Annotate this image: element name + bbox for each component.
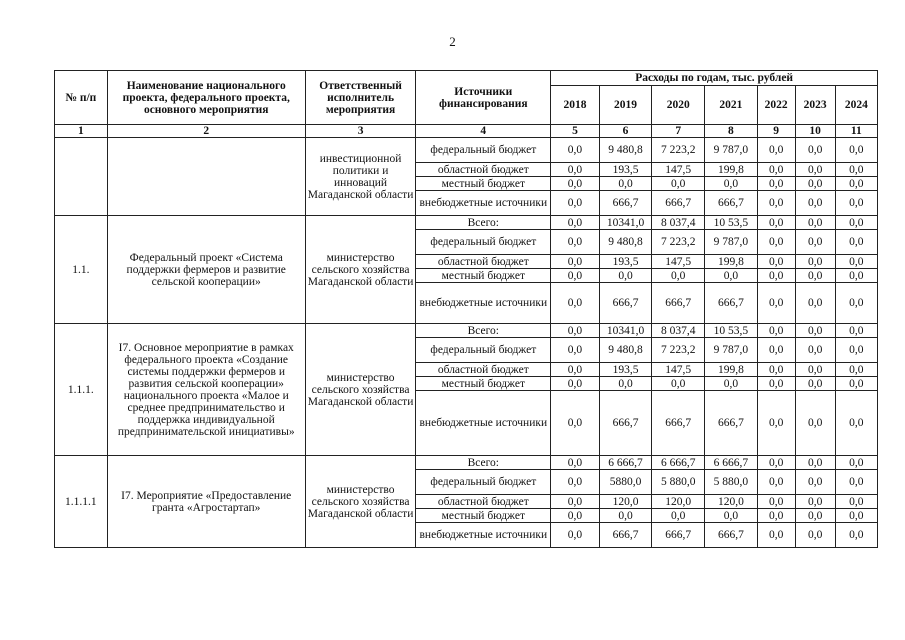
row-number: 1.1.1.1 <box>55 456 108 548</box>
row-value: 199,8 <box>705 363 758 377</box>
row-value: 0,0 <box>795 163 835 177</box>
row-value: 0,0 <box>757 216 795 230</box>
row-value: 0,0 <box>551 456 599 470</box>
row-value: 0,0 <box>835 191 877 216</box>
header-name: Наименование национального проекта, федерального проекта, основного мероприятия <box>107 71 305 125</box>
column-number: 8 <box>705 125 758 138</box>
row-value: 0,0 <box>599 509 652 523</box>
row-source: местный бюджет <box>416 509 551 523</box>
header-number: № п/п <box>55 71 108 125</box>
row-value: 0,0 <box>835 138 877 163</box>
row-value: 0,0 <box>795 391 835 456</box>
row-value: 5 880,0 <box>652 470 705 495</box>
row-value: 8 037,4 <box>652 216 705 230</box>
row-value: 0,0 <box>551 216 599 230</box>
column-number: 1 <box>55 125 108 138</box>
row-value: 0,0 <box>551 269 599 283</box>
row-value: 0,0 <box>757 269 795 283</box>
column-number: 2 <box>107 125 305 138</box>
row-source: областной бюджет <box>416 495 551 509</box>
row-value: 0,0 <box>551 509 599 523</box>
row-value: 666,7 <box>599 191 652 216</box>
row-value: 193,5 <box>599 255 652 269</box>
row-value: 0,0 <box>551 138 599 163</box>
row-value: 0,0 <box>835 363 877 377</box>
row-value: 9 480,8 <box>599 338 652 363</box>
row-value: 0,0 <box>835 391 877 456</box>
row-value: 0,0 <box>551 377 599 391</box>
row-value: 0,0 <box>705 177 758 191</box>
row-name: I7. Мероприятие «Предоставление гранта «Агростартап» <box>107 456 305 548</box>
row-value: 0,0 <box>599 377 652 391</box>
row-value: 0,0 <box>757 391 795 456</box>
row-value: 0,0 <box>795 230 835 255</box>
row-value: 0,0 <box>551 523 599 548</box>
row-value: 0,0 <box>757 324 795 338</box>
row-value: 0,0 <box>835 324 877 338</box>
budget-table <box>54 70 878 548</box>
row-value: 0,0 <box>795 495 835 509</box>
row-executor: инвестиционной политики и инноваций Магаданской области <box>305 138 416 216</box>
row-value: 10341,0 <box>599 216 652 230</box>
row-value: 0,0 <box>795 363 835 377</box>
row-value: 666,7 <box>599 283 652 324</box>
row-value: 0,0 <box>757 163 795 177</box>
row-value: 0,0 <box>757 509 795 523</box>
row-value: 0,0 <box>551 470 599 495</box>
row-value: 0,0 <box>705 509 758 523</box>
row-value: 193,5 <box>599 363 652 377</box>
column-number: 11 <box>835 125 877 138</box>
row-executor: министерство сельского хозяйства Магаданской области <box>305 216 416 324</box>
row-source: внебюджетные источники <box>416 391 551 456</box>
row-value: 0,0 <box>835 177 877 191</box>
row-value: 0,0 <box>551 230 599 255</box>
row-value: 666,7 <box>705 191 758 216</box>
row-value: 0,0 <box>551 363 599 377</box>
row-value: 0,0 <box>795 283 835 324</box>
row-value: 6 666,7 <box>652 456 705 470</box>
row-value: 147,5 <box>652 363 705 377</box>
row-source: федеральный бюджет <box>416 470 551 495</box>
row-value: 0,0 <box>835 509 877 523</box>
row-value: 0,0 <box>795 338 835 363</box>
row-value: 120,0 <box>599 495 652 509</box>
row-executor: министерство сельского хозяйства Магаданской области <box>305 456 416 548</box>
row-value: 120,0 <box>652 495 705 509</box>
row-value: 0,0 <box>835 495 877 509</box>
row-value: 0,0 <box>795 509 835 523</box>
column-number: 6 <box>599 125 652 138</box>
row-value: 10 53,5 <box>705 216 758 230</box>
row-source: внебюджетные источники <box>416 523 551 548</box>
row-name: Федеральный проект «Система поддержки фермеров и развитие сельской кооперации» <box>107 216 305 324</box>
row-value: 666,7 <box>652 283 705 324</box>
row-value: 10341,0 <box>599 324 652 338</box>
column-number: 7 <box>652 125 705 138</box>
row-number-cell <box>55 138 108 216</box>
row-source: внебюджетные источники <box>416 283 551 324</box>
row-source: областной бюджет <box>416 255 551 269</box>
row-value: 0,0 <box>795 456 835 470</box>
table-row <box>55 138 878 163</box>
row-value: 0,0 <box>835 456 877 470</box>
row-value: 0,0 <box>835 163 877 177</box>
row-value: 120,0 <box>705 495 758 509</box>
row-value: 0,0 <box>795 216 835 230</box>
row-value: 0,0 <box>795 470 835 495</box>
row-value: 9 787,0 <box>705 138 758 163</box>
row-value: 0,0 <box>551 391 599 456</box>
row-value: 0,0 <box>795 377 835 391</box>
row-value: 0,0 <box>551 324 599 338</box>
row-source: областной бюджет <box>416 163 551 177</box>
row-value: 0,0 <box>757 191 795 216</box>
row-source: местный бюджет <box>416 377 551 391</box>
row-value: 0,0 <box>757 255 795 269</box>
row-value: 10 53,5 <box>705 324 758 338</box>
row-value: 666,7 <box>705 283 758 324</box>
row-value: 666,7 <box>652 191 705 216</box>
row-value: 7 223,2 <box>652 230 705 255</box>
column-number: 4 <box>416 125 551 138</box>
row-value: 0,0 <box>757 363 795 377</box>
row-value: 0,0 <box>757 283 795 324</box>
header-executor: Ответственный исполнитель мероприятия <box>305 71 416 125</box>
row-value: 666,7 <box>652 391 705 456</box>
row-value: 0,0 <box>652 177 705 191</box>
row-value: 666,7 <box>705 391 758 456</box>
row-value: 0,0 <box>705 377 758 391</box>
header-expenses: Расходы по годам, тыс. рублей <box>551 71 878 86</box>
row-value: 0,0 <box>757 523 795 548</box>
page-number: 2 <box>449 34 456 49</box>
row-value: 0,0 <box>795 523 835 548</box>
row-value: 0,0 <box>757 177 795 191</box>
row-source: местный бюджет <box>416 269 551 283</box>
row-value: 0,0 <box>599 177 652 191</box>
row-value: 0,0 <box>551 283 599 324</box>
row-value: 0,0 <box>835 255 877 269</box>
row-value: 0,0 <box>551 495 599 509</box>
row-value: 8 037,4 <box>652 324 705 338</box>
row-value: 0,0 <box>795 177 835 191</box>
row-number: 1.1.1. <box>55 324 108 456</box>
row-value: 0,0 <box>835 269 877 283</box>
row-source: внебюджетные источники <box>416 191 551 216</box>
row-value: 0,0 <box>551 255 599 269</box>
row-value: 666,7 <box>705 523 758 548</box>
row-executor: министерство сельского хозяйства Магаданской области <box>305 324 416 456</box>
year-header: 2023 <box>795 86 835 125</box>
row-value: 0,0 <box>551 338 599 363</box>
row-source: местный бюджет <box>416 177 551 191</box>
row-value: 9 480,8 <box>599 138 652 163</box>
row-value: 0,0 <box>795 191 835 216</box>
row-value: 0,0 <box>551 177 599 191</box>
row-value: 0,0 <box>757 338 795 363</box>
row-value: 0,0 <box>757 456 795 470</box>
row-value: 0,0 <box>652 509 705 523</box>
row-value: 0,0 <box>757 495 795 509</box>
row-value: 0,0 <box>835 377 877 391</box>
row-source: федеральный бюджет <box>416 230 551 255</box>
row-value: 0,0 <box>757 470 795 495</box>
column-numbers-row <box>55 125 878 138</box>
row-value: 0,0 <box>835 216 877 230</box>
row-value: 5 880,0 <box>705 470 758 495</box>
row-value: 0,0 <box>835 230 877 255</box>
row-value: 147,5 <box>652 163 705 177</box>
row-value: 666,7 <box>652 523 705 548</box>
row-value: 0,0 <box>835 470 877 495</box>
row-source: федеральный бюджет <box>416 338 551 363</box>
row-value: 0,0 <box>551 163 599 177</box>
year-header: 2021 <box>705 86 758 125</box>
row-value: 0,0 <box>757 138 795 163</box>
row-source: федеральный бюджет <box>416 138 551 163</box>
header-row <box>55 71 878 86</box>
year-header: 2024 <box>835 86 877 125</box>
row-source: Всего: <box>416 216 551 230</box>
row-value: 0,0 <box>757 377 795 391</box>
row-value: 193,5 <box>599 163 652 177</box>
row-value: 0,0 <box>795 138 835 163</box>
row-value: 0,0 <box>795 255 835 269</box>
column-number: 5 <box>551 125 599 138</box>
row-value: 9 480,8 <box>599 230 652 255</box>
row-source: Всего: <box>416 456 551 470</box>
row-name-cell <box>107 138 305 216</box>
row-value: 0,0 <box>705 269 758 283</box>
row-value: 0,0 <box>652 377 705 391</box>
header-source: Источники финансирования <box>416 71 551 125</box>
row-value: 0,0 <box>795 269 835 283</box>
row-source: Всего: <box>416 324 551 338</box>
row-value: 147,5 <box>652 255 705 269</box>
table-row <box>55 456 878 470</box>
row-value: 0,0 <box>551 191 599 216</box>
row-value: 0,0 <box>835 338 877 363</box>
row-value: 0,0 <box>795 324 835 338</box>
row-value: 7 223,2 <box>652 338 705 363</box>
row-value: 0,0 <box>652 269 705 283</box>
row-value: 666,7 <box>599 391 652 456</box>
year-header: 2022 <box>757 86 795 125</box>
row-value: 7 223,2 <box>652 138 705 163</box>
row-name: I7. Основное мероприятие в рамках федерального проекта «Создание системы поддержки фермеров и развития сельской кооперации» национального проекта «Малое и среднее предпринимательство и поддержка индивидуальной предпринимательской инициативы» <box>107 324 305 456</box>
row-value: 9 787,0 <box>705 230 758 255</box>
row-value: 6 666,7 <box>705 456 758 470</box>
row-value: 5880,0 <box>599 470 652 495</box>
row-value: 199,8 <box>705 163 758 177</box>
year-header: 2019 <box>599 86 652 125</box>
row-value: 6 666,7 <box>599 456 652 470</box>
row-value: 199,8 <box>705 255 758 269</box>
year-header: 2020 <box>652 86 705 125</box>
row-value: 0,0 <box>835 523 877 548</box>
row-value: 9 787,0 <box>705 338 758 363</box>
table-row <box>55 216 878 230</box>
column-number: 9 <box>757 125 795 138</box>
row-number: 1.1. <box>55 216 108 324</box>
row-value: 0,0 <box>757 230 795 255</box>
row-source: областной бюджет <box>416 363 551 377</box>
table-row <box>55 324 878 338</box>
row-value: 666,7 <box>599 523 652 548</box>
row-value: 0,0 <box>835 283 877 324</box>
column-number: 3 <box>305 125 416 138</box>
year-header: 2018 <box>551 86 599 125</box>
column-number: 10 <box>795 125 835 138</box>
row-value: 0,0 <box>599 269 652 283</box>
